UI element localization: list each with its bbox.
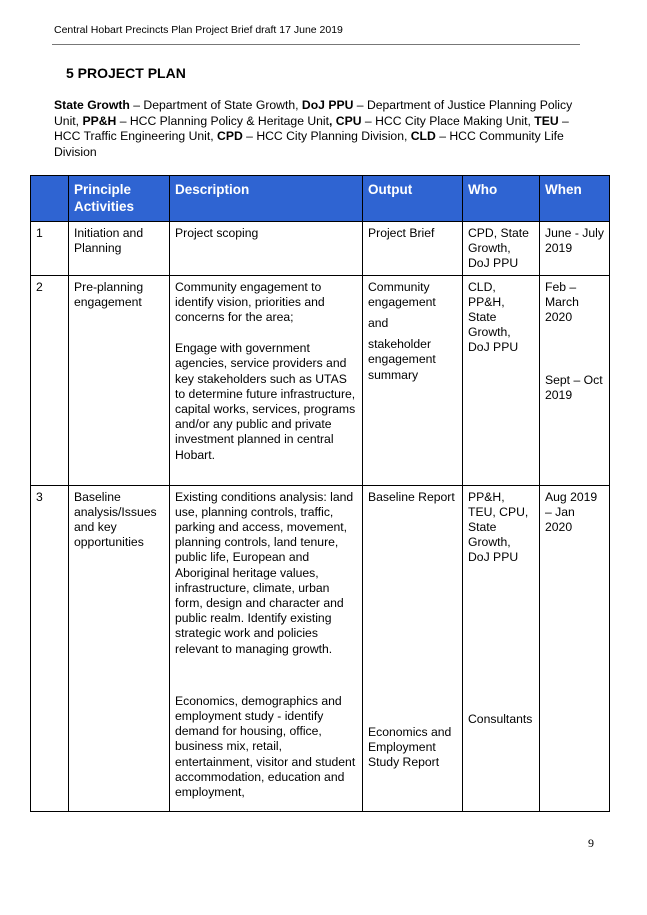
abbrev-definition: – HCC Community Life Division xyxy=(54,129,564,159)
column-header-when: When xyxy=(540,176,610,222)
output-line: Community engagement xyxy=(368,279,436,309)
when-cell: June - July 2019 xyxy=(540,222,610,276)
abbrev-definition: – Department of Justice Planning Policy Unit, xyxy=(54,98,573,128)
description-paragraph: Economics, demographics and employment study - identify demand for housing, office, business mix, retail, entertainment, visitor and student accommodation, education and employment, xyxy=(175,693,356,800)
spacer xyxy=(175,325,357,341)
abbrev-term: State Growth xyxy=(54,98,130,112)
who-cell: CLD, PP&H, State Growth, DoJ PPU xyxy=(463,275,540,485)
who-line: Consultants xyxy=(468,711,533,726)
spacer xyxy=(545,325,604,373)
when-cell xyxy=(540,275,610,485)
abbrev-term: CPD xyxy=(217,129,243,144)
column-header-description: Description xyxy=(170,176,363,222)
table-row xyxy=(31,275,610,485)
output-line: and xyxy=(368,316,389,331)
row-number: 2 xyxy=(31,275,69,485)
description-cell xyxy=(170,485,363,811)
abbrev-definition: – Department of State Growth, xyxy=(129,98,302,112)
abbrev-definition: – HCC City Place Making Unit, xyxy=(361,113,535,128)
who-cell: CPD, State Growth, DoJ PPU xyxy=(463,222,540,276)
activity-cell: Pre-planning engagement xyxy=(69,275,170,485)
description-paragraph: Existing conditions analysis: land use, planning controls, traffic, parking and access, movement, planning controls, land tenure, public life, European and Aboriginal heritage values, infrastructure, climate, urban form, design and character and public realm. Identify existing strategic work and policies relevant to managing growth. xyxy=(175,489,354,656)
output-line: stakeholder engagement summary xyxy=(368,337,436,382)
who-cell xyxy=(463,485,540,811)
output-cell xyxy=(363,275,463,485)
abbrev-definition: – HCC City Planning Division, xyxy=(242,129,411,144)
activity-cell: Initiation and Planning xyxy=(69,222,170,276)
when-line: Feb – March 2020 xyxy=(545,279,579,325)
abbrev-term: PP&H xyxy=(82,113,117,128)
when-cell: Aug 2019 – Jan 2020 xyxy=(540,485,610,811)
spacer xyxy=(368,505,457,725)
row-number: 3 xyxy=(31,485,69,811)
output-line: Economics and Employment Study Report xyxy=(368,724,452,770)
column-header-who: Who xyxy=(463,176,540,222)
description-paragraph: Engage with government agencies, service providers and key stakeholders such as UTAS to determine future infrastructure, capital works, services, programs and/or any public and private investment planned in central Hobart. xyxy=(175,341,356,462)
column-header-number xyxy=(31,176,69,222)
project-plan-table xyxy=(30,175,610,812)
output-cell xyxy=(363,485,463,811)
when-line: Sept – Oct 2019 xyxy=(545,373,603,403)
output-line: Baseline Report xyxy=(368,489,455,504)
abbrev-term: TEU xyxy=(534,113,559,128)
row-number: 1 xyxy=(31,222,69,276)
who-line: PP&H, TEU, CPU, State Growth, DoJ PPU xyxy=(468,489,529,565)
document-header: Central Hobart Precincts Plan Project Brief draft 17 June 2019 xyxy=(54,24,343,36)
abbrev-definition: – HCC Traffic Engineering Unit, xyxy=(54,113,569,144)
abbrev-term: CLD xyxy=(410,129,436,144)
description-paragraph: Community engagement to identify vision, priorities and concerns for the area; xyxy=(175,279,325,325)
abbrev-term: , CPU xyxy=(329,113,362,128)
table-row xyxy=(31,222,610,276)
description-cell: Project scoping xyxy=(170,222,363,276)
header-divider xyxy=(52,44,580,45)
spacer xyxy=(468,566,534,712)
activity-cell: Baseline analysis/Issues and key opportunities xyxy=(69,485,170,811)
section-title: 5 PROJECT PLAN xyxy=(66,65,186,81)
table-row xyxy=(31,485,610,811)
abbrev-term: DoJ PPU xyxy=(301,98,354,112)
abbrev-definition: – HCC Planning Policy & Heritage Unit xyxy=(116,113,330,128)
column-header-activities: Principle Activities xyxy=(69,176,170,222)
description-cell xyxy=(170,275,363,485)
column-header-output: Output xyxy=(363,176,463,222)
table-header-row xyxy=(31,176,610,222)
output-cell: Project Brief xyxy=(363,222,463,276)
abbreviations-paragraph xyxy=(54,98,584,160)
page-number: 9 xyxy=(588,836,594,850)
spacer xyxy=(175,657,357,694)
